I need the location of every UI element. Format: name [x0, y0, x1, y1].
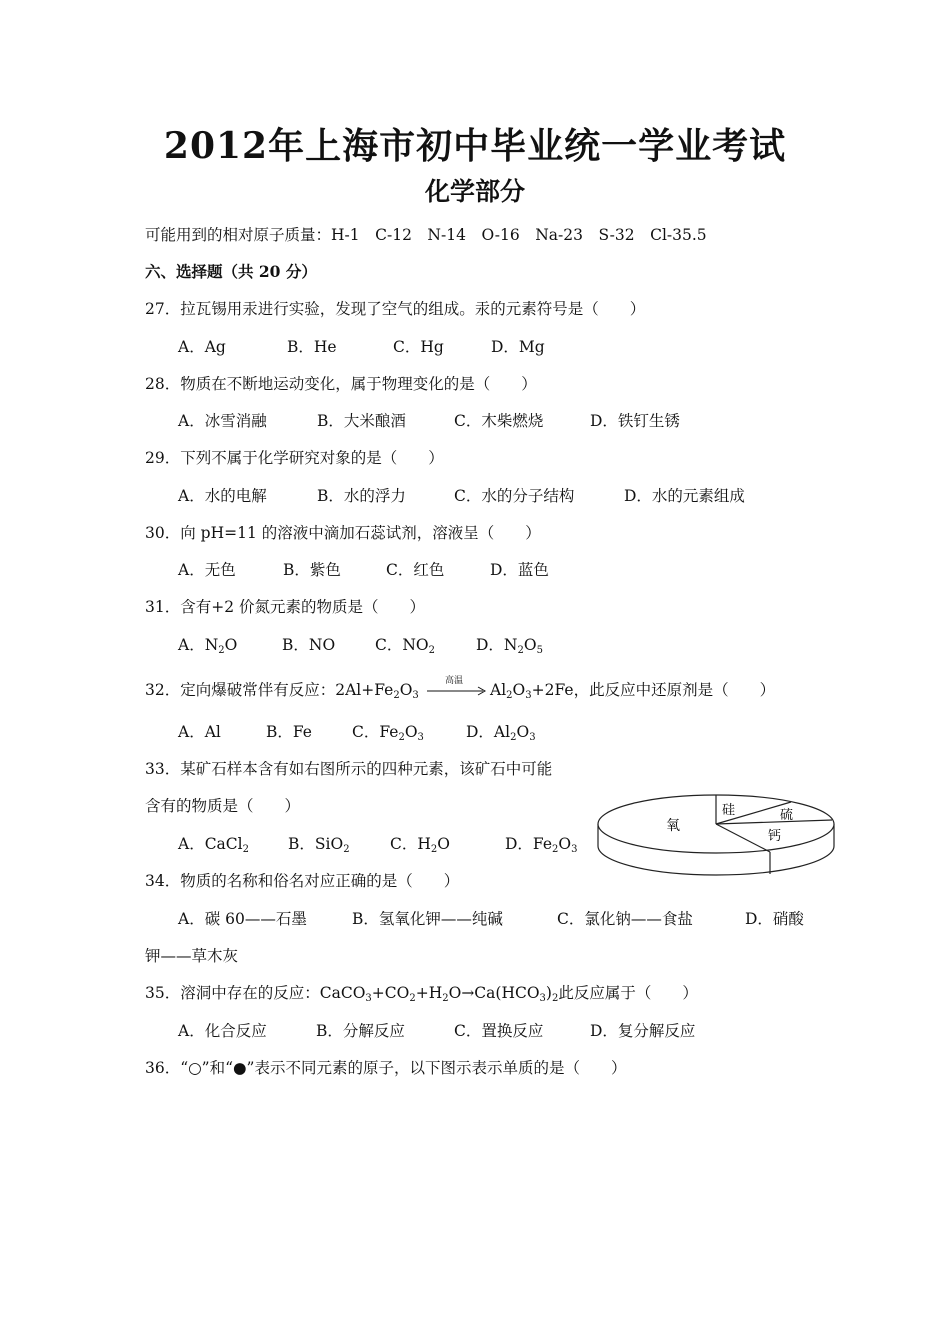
element-pie-figure [594, 794, 840, 884]
option: B．氢氧化钾——纯碱 [352, 910, 503, 928]
question-36 [145, 1058, 626, 1078]
question-number: 36． [145, 1059, 181, 1077]
pie-label-silicon: 硅 [722, 803, 736, 818]
question-stem: 含有+2 价氮元素的物质是（ ） [180, 598, 426, 616]
question-stem: 拉瓦锡用汞进行实验，发现了空气的组成。汞的元素符号是（ ） [180, 300, 646, 318]
option: A．水的电解 [178, 487, 267, 505]
option: D．水的元素组成 [624, 487, 745, 505]
option: D．$Fe_2O_3$ [505, 835, 578, 855]
section-heading: 六、选择题（共 20 分） [145, 262, 317, 281]
option: A．$N_2O$ [178, 636, 238, 656]
question-number: 28． [145, 375, 181, 393]
option: A．无色 [178, 561, 236, 579]
option: C．水的分子结构 [454, 487, 575, 505]
page-title: 2012年上海市初中毕业统一学业考试 [163, 125, 787, 167]
question-33-line2: 含有的物质是（ ） [145, 797, 301, 815]
option: B．SiO$_2$ [288, 835, 350, 855]
option: D．Mg [491, 338, 545, 356]
question-number: 34． [145, 872, 181, 890]
option: B．水的浮力 [317, 487, 406, 505]
question-number: 31． [145, 598, 181, 616]
question-stem: 物质在不断地运动变化，属于物理变化的是（ ） [180, 375, 537, 393]
question-33 [145, 759, 552, 779]
question-stem-end: 此反应属于（ ） [558, 984, 698, 1002]
question-27 [145, 299, 645, 319]
reaction-condition: 高温 [445, 676, 464, 686]
option: C．氯化钠——食盐 [557, 910, 693, 928]
option: A．Ag [178, 338, 226, 356]
question-stem: 溶洞中存在的反应：CaCO [180, 984, 366, 1002]
question-stem: “○”和“●”表示不同元素的原子，以下图示表示单质的是（ ） [180, 1059, 627, 1077]
pie-label-sulfur: 硫 [780, 808, 794, 823]
option: D．$N_2O_5$ [476, 636, 543, 656]
question-number: 32． [145, 681, 181, 699]
question-29 [145, 448, 444, 468]
option: B．分解反应 [316, 1022, 405, 1040]
question-number: 30． [145, 524, 181, 542]
option: C．$Fe_2O_3$ [352, 723, 424, 743]
question-30 [145, 523, 541, 543]
question-stem: 物质的名称和俗名对应正确的是（ ） [180, 872, 460, 890]
option: C．置换反应 [454, 1022, 544, 1040]
option: D．硝酸 [745, 910, 804, 928]
pie-label-oxygen: 氧 [666, 818, 680, 834]
option: C．$NO_2$ [375, 636, 436, 656]
option: C．$H_2O$ [390, 835, 450, 855]
option: C．Hg [393, 338, 444, 356]
option: B．紫色 [283, 561, 341, 579]
option: D．蓝色 [490, 561, 549, 579]
option: B．He [287, 338, 337, 356]
question-34 [145, 871, 459, 891]
option-wrap: 钾——草木灰 [145, 947, 239, 965]
question-31 [145, 597, 425, 617]
option: A．CaCl$_2$ [178, 835, 249, 855]
question-stem: 下列不属于化学研究对象的是（ ） [180, 449, 444, 467]
question-stem: 某矿石样本含有如右图所示的四种元素，该矿石中可能 [180, 760, 553, 778]
page-subtitle: 化学部分 [424, 177, 525, 206]
question-number: 27． [145, 300, 181, 318]
atomic-mass-note: 可能用到的相对原子质量：H-1 C-12 N-14 O-16 Na-23 S-32 Cl-35.5 [145, 226, 707, 244]
option: A．化合反应 [178, 1022, 267, 1040]
option: A．Al [178, 723, 221, 741]
option: B．大米酿酒 [317, 412, 406, 430]
pie-label-calcium: 钙 [768, 829, 782, 844]
question-32: 32．定向爆破常伴有反应：$2Al+Fe_2O_3$ [145, 681, 419, 701]
option: C．木柴燃烧 [454, 412, 544, 430]
question-28 [145, 374, 537, 394]
question-stem: 定向爆破常伴有反应：2Al+Fe [180, 681, 394, 699]
option: A．碳 60——石墨 [178, 910, 307, 928]
question-32-continued: $Al_2O_3+2Fe$，此反应中还原剂是（ ） [490, 681, 776, 701]
option: C．红色 [386, 561, 445, 579]
option: D．铁钉生锈 [590, 412, 680, 430]
question-number: 35． [145, 984, 181, 1002]
question-35: 35．溶洞中存在的反应：$CaCO_3+CO_2+H_2O\to Ca(HCO_3)_2$此反应属于（ ） [145, 984, 698, 1004]
question-number: 29． [145, 449, 181, 467]
option: D．复分解反应 [590, 1022, 696, 1040]
option: A．冰雪消融 [178, 412, 267, 430]
question-stem: ，此反应中还原剂是（ ） [573, 681, 776, 699]
option: B．Fe [266, 723, 312, 741]
option: D．$Al_2O_3$ [466, 723, 536, 743]
option: B．NO [282, 636, 336, 654]
question-stem: 向 pH=11 的溶液中滴加石蕊试剂，溶液呈（ ） [180, 524, 541, 542]
question-number: 33． [145, 760, 181, 778]
